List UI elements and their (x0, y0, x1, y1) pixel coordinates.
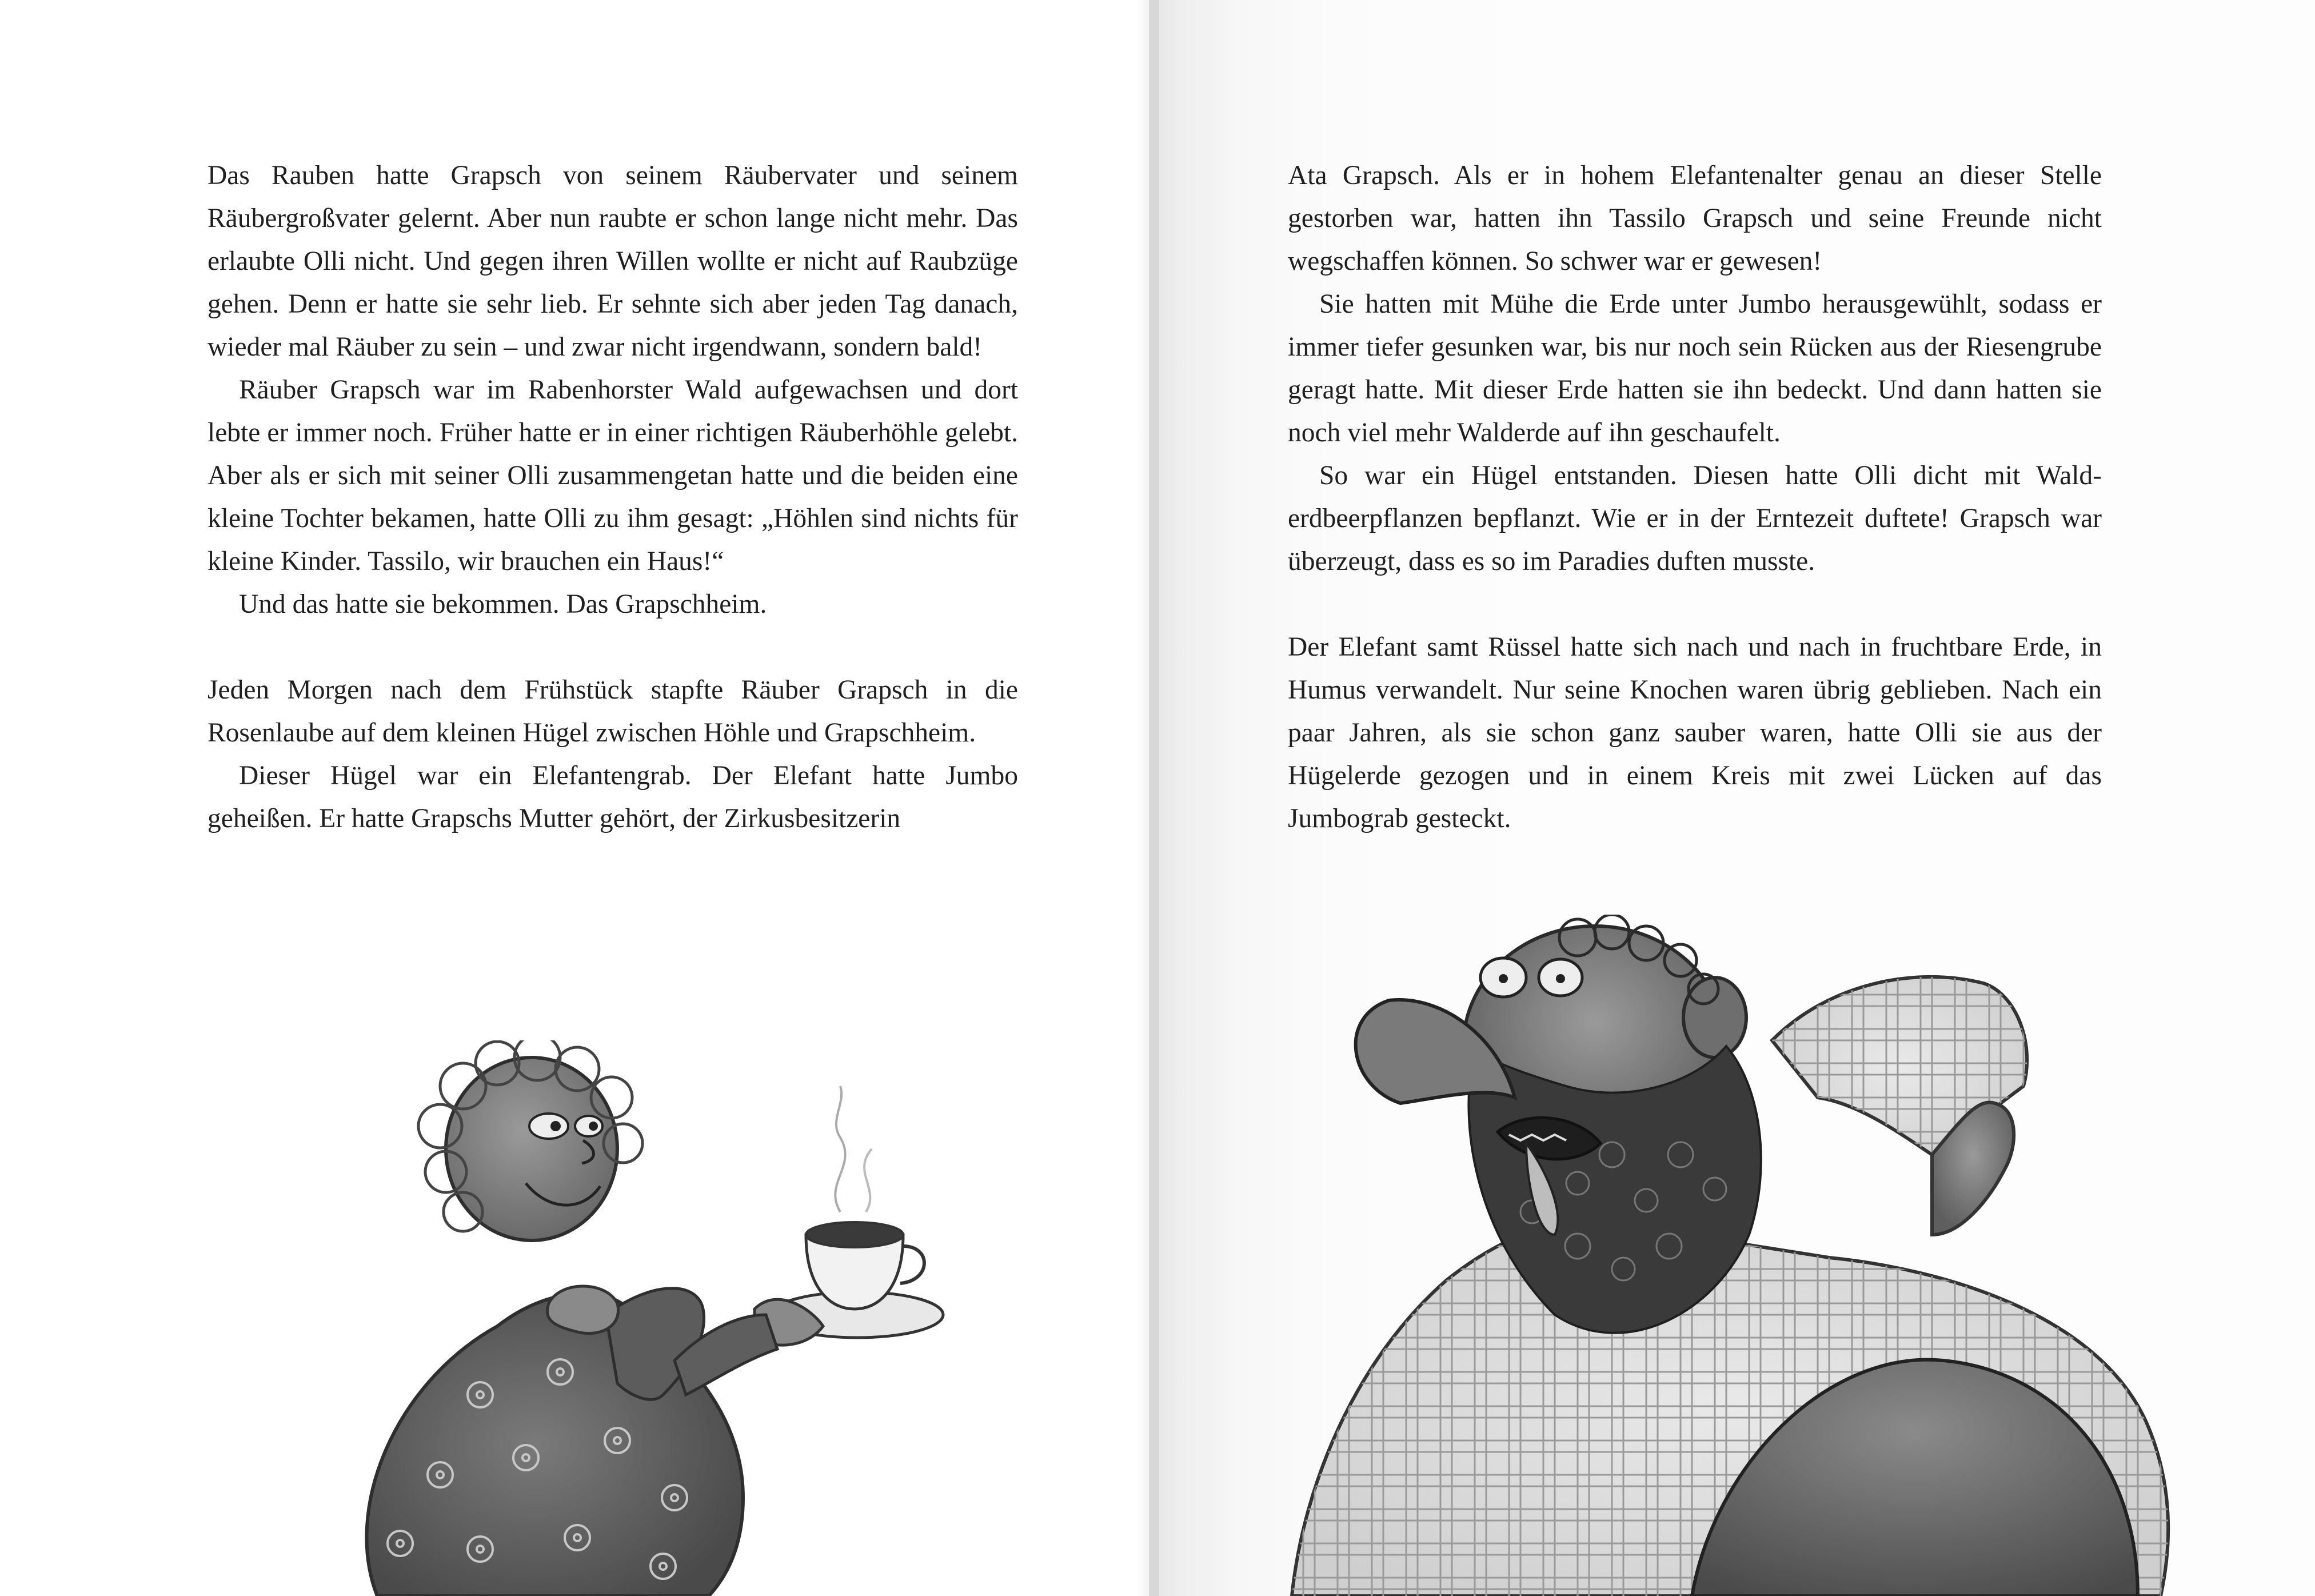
paragraph: Sie hatten mit Mühe die Erde unter Jumbo herausgewühlt, sodass er immer tiefer gesunken war, bis nur noch sein Rücken aus der Riesengrube geragt hatte. Mit dieser Erde hatten sie ihn bedeckt. Und dann hatten sie noch viel mehr Walderde auf ihn geschaufelt. (1288, 289, 2102, 448)
paragraph: Der Elefant samt Rüssel hatte sich nach und nach in fruchtbare Erde, in Humus verwandelt. Nur seine Knochen waren übrig geblieben. Nach ein paar Jahren, als sie schon ganz sauber waren, hatte Olli sie aus der Hügelerde gezogen und in einem Kreis mit zwei Lücken auf das Jumbograb gesteckt. (1288, 632, 2102, 833)
paragraph: Das Rauben hatte Grapsch von seinem Räubervater und seinem Räubergroßvater gelernt. Aber nun raubte er schon lange nicht mehr. Das erlaubte Olli nicht. Und gegen ihren Willen wollte er nicht auf Raubzüge gehen. Denn er hatte sie sehr lieb. Er sehnte sich aber jeden Tag danach, wieder mal Räuber zu sein – und zwar nicht irgendwann, sondern bald! (207, 161, 1018, 362)
paragraph: Dieser Hügel war ein Elefantengrab. Der Elefant hatte Jumbo geheißen. Er hatte Grapschs Mutter gehört, der Zirkusbesitzerin (207, 761, 1018, 833)
paragraph: Ata Grapsch. Als er in hohem Elefantenalter genau an dieser Stelle gestorben war, hatten ihn Tassilo Grapsch und seine Freunde nicht wegschaffen können. So schwer war er gewesen! (1288, 161, 2102, 276)
right-text-block (1288, 154, 2102, 840)
right-page (1149, 0, 2315, 1596)
paragraph: Und das hatte sie bekommen. Das Grapschheim. (239, 589, 767, 619)
left-page (0, 0, 1149, 1596)
left-text-block (207, 154, 1018, 840)
paragraph: So war ein Hügel entstanden. Diesen hatte Olli dicht mit Walderdbeerpflanzen bepflanzt. Wie er in der Erntezeit duftete! Grapsch war überzeugt, dass es so im Paradies duften musste. (1288, 461, 2102, 576)
section-gap (207, 626, 1018, 669)
paragraph: Jeden Morgen nach dem Frühstück stapfte Räuber Grapsch in die Rosenlaube auf dem kleinen Hügel zwischen Höhle und Grapschheim. (207, 675, 1018, 748)
section-gap (1288, 583, 2102, 626)
gutter-shadow (1136, 0, 1159, 1596)
bearded-robber-icon (1258, 915, 2315, 1596)
woman-with-teacup-icon (309, 1040, 1012, 1596)
paragraph: Räuber Grapsch war im Rabenhorster Wald aufgewachsen und dort lebte er immer noch. Früher hatte er in einer richtigen Räuberhöhle gelebt. Aber als er sich mit seiner Olli zusammengetan hatte und die beiden eine kleine Tochter bekamen, hatte Olli zu ihm gesagt: „Höhlen sind nichts für kleine Kinder. Tassilo, wir brauchen ein Haus!“ (207, 375, 1018, 576)
